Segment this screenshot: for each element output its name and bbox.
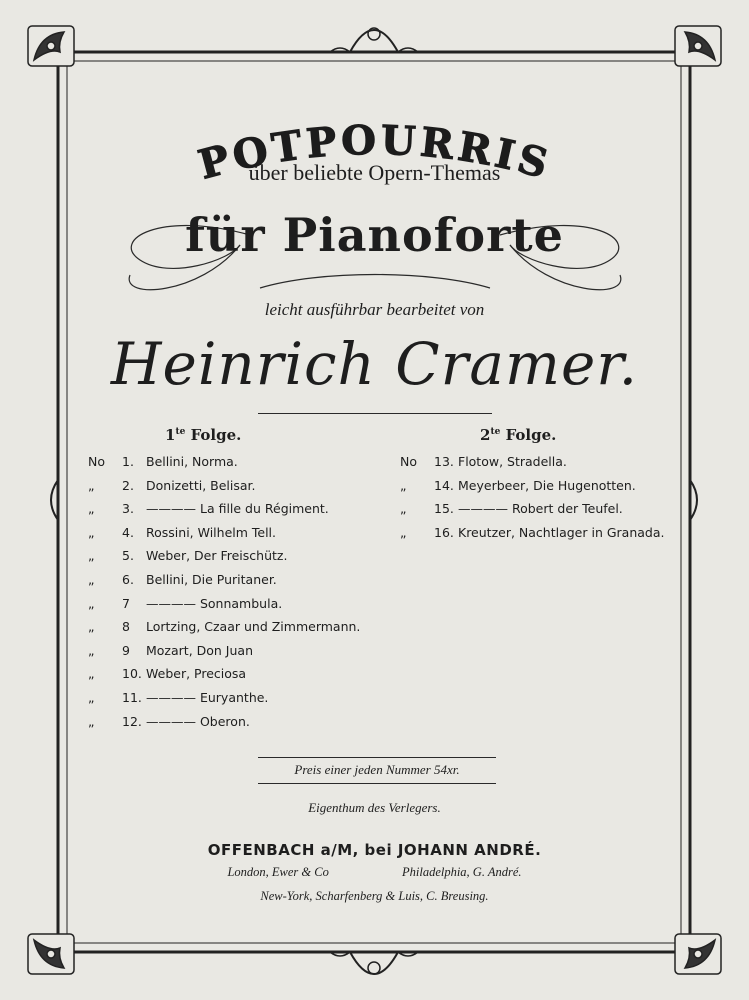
list-item [88,474,360,498]
item-title: Flotow, Stradella. [458,454,567,469]
list-item [400,497,665,521]
item-number: 2. [122,477,134,493]
subtitle: über beliebte Opern-Themas [248,160,501,185]
list-item [88,662,360,686]
item-prefix: „ [88,713,95,729]
series-1-heading [165,426,241,444]
price-rule-bottom [258,783,496,784]
price-line: Preis einer jeden Nummer 54xr. [294,762,460,777]
item-prefix: „ [88,666,95,682]
ownership-note: Eigenthum des Verlegers. [308,800,441,815]
series-1-number: 1 [165,426,176,444]
list-item [88,497,360,521]
divider-top [258,413,492,414]
item-prefix: „ [88,689,95,705]
item-prefix: No [88,454,105,469]
series-1-sup: te [175,427,186,437]
item-number: 14. [434,477,454,493]
item-prefix: „ [400,477,407,493]
item-title: ———— Sonnambula. [146,595,283,611]
agents-line [0,865,749,880]
item-title: ———— Oberon. [146,713,250,729]
corner-ornament-br [675,934,721,974]
price-rule-top [258,757,496,758]
page-title: POTPOURRIS [193,118,557,189]
item-prefix: „ [88,619,95,635]
item-number: 5. [122,548,134,564]
list-item [400,474,665,498]
list-item [88,639,360,663]
item-prefix: „ [88,501,95,517]
list-item [400,521,665,545]
item-title: ———— La fille du Régiment. [146,501,329,517]
item-prefix: „ [400,524,407,540]
item-prefix: „ [88,595,95,611]
item-title: Weber, Preciosa [146,666,247,682]
item-title: Meyerbeer, Die Hugenotten. [458,477,636,493]
list-item [88,615,360,639]
series-2-sup: te [490,427,501,437]
item-number: 4. [122,524,134,540]
list-item [88,686,360,710]
agent-london: London, Ewer & Co [227,865,329,879]
list-item [88,568,360,592]
item-title: Bellini, Die Puritaner. [146,571,277,587]
series-2-number: 2 [480,426,491,444]
item-number: 13. [434,454,454,469]
item-prefix: „ [400,501,407,517]
series-2-list [400,450,665,544]
corner-ornament-tl [28,26,74,66]
instrument-heading: für Pianoforte [185,208,564,262]
list-item [88,544,360,568]
item-prefix: No [400,454,417,469]
list-item [88,592,360,616]
item-number: 10. [122,666,142,682]
item-prefix: „ [88,548,95,564]
item-prefix: „ [88,642,95,658]
item-title: ———— Euryanthe. [146,689,269,705]
item-title: Bellini, Norma. [146,454,238,469]
publisher-line: OFFENBACH a/M, bei JOHANN ANDRÉ. [207,841,542,859]
item-title: Kreutzer, Nachtlager in Granada. [458,524,665,540]
item-title: Donizetti, Belisar. [146,477,256,493]
item-number: 12. [122,713,142,729]
series-1-word: Folge. [190,426,242,444]
item-prefix: „ [88,571,95,587]
item-title: Lortzing, Czaar und Zimmermann. [146,619,361,635]
list-item [400,450,665,474]
agent-philadelphia: Philadelphia, G. André. [401,865,522,879]
item-number: 16. [434,524,454,540]
item-title: Weber, Der Freischütz. [146,548,288,564]
item-prefix: „ [88,477,95,493]
title-arc [150,118,600,198]
item-number: 11. [122,689,142,705]
composer-name: Heinrich Cramer. [110,330,639,398]
series-2-word: Folge. [505,426,557,444]
item-number: 8 [122,619,130,635]
list-item [88,450,360,474]
item-number: 15. [434,501,454,517]
arranged-by-line: leicht ausführbar bearbeitet von [264,300,485,319]
corner-ornament-bl [28,934,74,974]
item-number: 3. [122,501,134,517]
series-1-list [88,450,360,733]
series-2-heading [480,426,556,444]
item-number: 9 [122,642,130,658]
item-prefix: „ [88,524,95,540]
corner-ornament-tr [675,26,721,66]
list-item [88,521,360,545]
list-item [88,710,360,734]
item-number: 7 [122,595,130,611]
item-title: ———— Robert der Teufel. [458,501,623,517]
item-title: Rossini, Wilhelm Tell. [146,524,276,540]
agent-newyork: New-York, Scharfenberg & Luis, C. Breusing. [260,889,489,903]
item-title: Mozart, Don Juan [146,642,254,658]
item-number: 6. [122,571,134,587]
item-number: 1. [122,454,134,469]
